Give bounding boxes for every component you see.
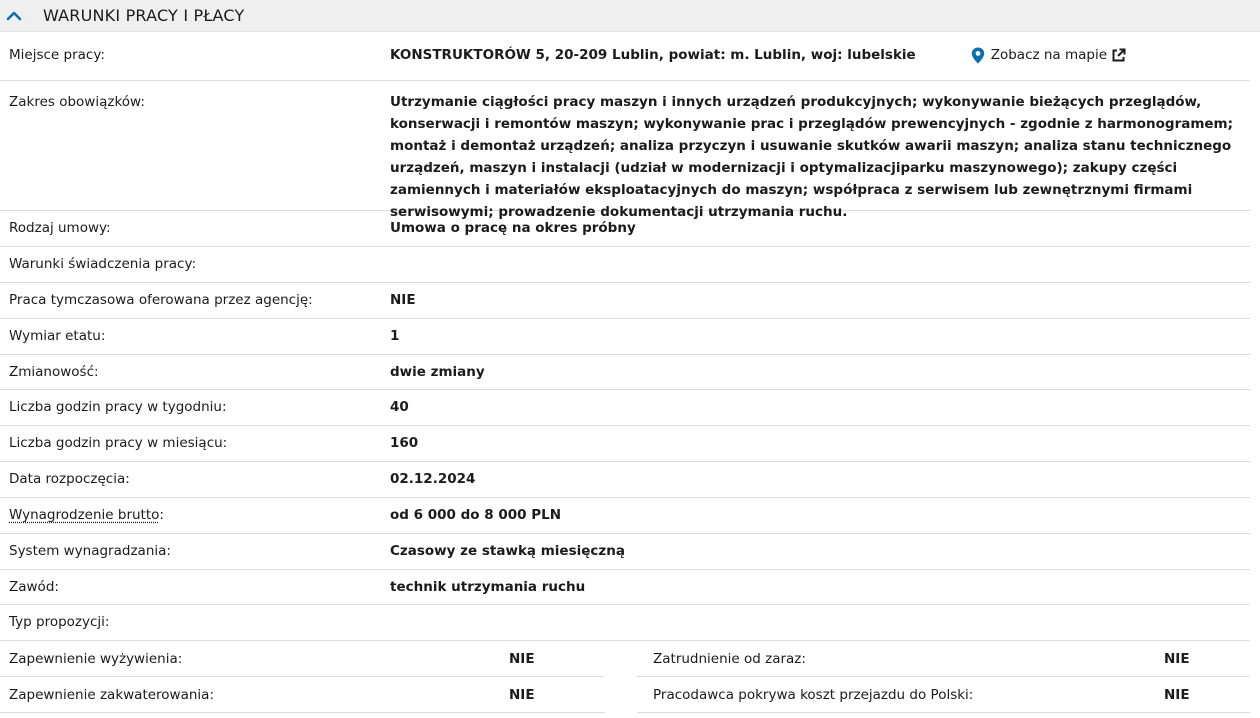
row-label: Praca tymczasowa oferowana przez agencję: xyxy=(9,292,313,308)
row-label xyxy=(0,504,390,526)
row-wymiar-etatu xyxy=(0,319,1250,355)
benefit-label: Zatrudnienie od zaraz: xyxy=(653,650,806,667)
benefit-value: NIE xyxy=(509,650,535,667)
section-title: WARUNKI PRACY I PŁACY xyxy=(43,6,245,25)
benefit-row xyxy=(0,677,605,713)
benefits-grid xyxy=(0,641,1250,713)
benefit-value: NIE xyxy=(1164,686,1190,703)
row-godziny-tydzien xyxy=(0,390,1250,426)
row-system-wynagradzania xyxy=(0,534,1250,570)
chevron-up-icon[interactable] xyxy=(5,7,23,25)
row-label: Warunki świadczenia pracy: xyxy=(9,256,197,272)
row-zakres-obowiazkow xyxy=(0,81,1250,220)
benefits-right xyxy=(605,641,1250,713)
row-label: Rodzaj umowy: xyxy=(9,220,111,236)
row-rodzaj-umowy xyxy=(0,211,1250,247)
salary-tooltip-trigger[interactable]: Wynagrodzenie brutto xyxy=(9,507,160,523)
map-link[interactable] xyxy=(971,44,1126,66)
location-address: KONSTRUKTORÓW 5, 20-209 Lublin, powiat: m. Lublin, woj: lubelskie xyxy=(390,47,916,63)
row-wynagrodzenie xyxy=(0,498,1250,534)
row-value: dwie zmiany xyxy=(390,364,485,380)
location-pin-icon xyxy=(971,47,985,64)
benefit-label: Zapewnienie wyżywienia: xyxy=(9,650,183,667)
map-link-label: Zobacz na mapie xyxy=(990,47,1108,63)
external-link-icon xyxy=(1111,48,1126,63)
row-label: Liczba godzin pracy w tygodniu: xyxy=(9,399,227,415)
benefit-row xyxy=(637,677,1250,713)
row-zawod xyxy=(0,570,1250,605)
row-value xyxy=(390,44,1250,66)
row-value: 160 xyxy=(390,435,419,451)
row-label: Liczba godzin pracy w miesiącu: xyxy=(9,435,228,451)
row-value: od 6 000 do 8 000 PLN xyxy=(390,507,562,523)
row-value: NIE xyxy=(390,292,416,308)
row-value: Umowa o pracę na okres próbny xyxy=(390,220,636,236)
row-value: 40 xyxy=(390,399,409,415)
row-value: 02.12.2024 xyxy=(390,471,476,487)
section-header[interactable] xyxy=(0,0,1260,32)
row-label: Miejsce pracy: xyxy=(9,47,105,63)
row-label: Zawód: xyxy=(9,579,59,595)
row-typ-propozycji xyxy=(0,605,1250,641)
row-godziny-miesiac xyxy=(0,426,1250,462)
benefit-row xyxy=(0,641,605,677)
row-label: System wynagradzania: xyxy=(9,543,171,559)
row-praca-tymczasowa xyxy=(0,283,1250,319)
benefit-label: Pracodawca pokrywa koszt przejazdu do Polski: xyxy=(653,686,974,703)
benefit-row xyxy=(637,641,1250,677)
row-data-rozpoczecia xyxy=(0,462,1250,498)
row-value: Czasowy ze stawką miesięczną xyxy=(390,543,625,559)
benefit-value: NIE xyxy=(1164,650,1190,667)
benefit-label: Zapewnienie zakwaterowania: xyxy=(9,686,214,703)
row-value: Utrzymanie ciągłości pracy maszyn i innych urządzeń produkcyjnych; wykonywanie bieżących przeglądów, konserwacji i remontów maszyn; wykonywanie prac i przeglądów prewencyjnych - zgodnie z harmonogramem; montaż i demontaż urządzeń; analiza przyczyn i usuwanie skutków awarii maszyn; analiza stanu technicznego urządzeń, maszyn i instalacji (udział w modernizacji i optymalizacjiparku maszynowego); zakupy części zamiennych i materiałów eksploatacyjnych do maszyn; współpraca z serwisem lub zewnętrznymi firmami serwisowymi; prowadzenie dokumentacji utrzymania ruchu. xyxy=(390,94,1234,220)
row-zmianowosc xyxy=(0,355,1250,390)
row-miejsce-pracy xyxy=(0,32,1250,81)
row-label: Data rozpoczęcia: xyxy=(9,471,130,487)
details-table xyxy=(0,32,1260,713)
benefits-left xyxy=(0,641,605,713)
row-warunki-swiadczenia xyxy=(0,247,1250,283)
row-label: Zakres obowiązków: xyxy=(9,94,145,110)
row-label: Zmianowość: xyxy=(9,364,99,380)
label-colon: : xyxy=(159,507,164,523)
row-label: Typ propozycji: xyxy=(9,614,110,630)
row-label: Wymiar etatu: xyxy=(9,328,106,344)
row-value: technik utrzymania ruchu xyxy=(390,579,586,595)
benefit-value: NIE xyxy=(509,686,535,703)
row-value: 1 xyxy=(390,328,400,344)
